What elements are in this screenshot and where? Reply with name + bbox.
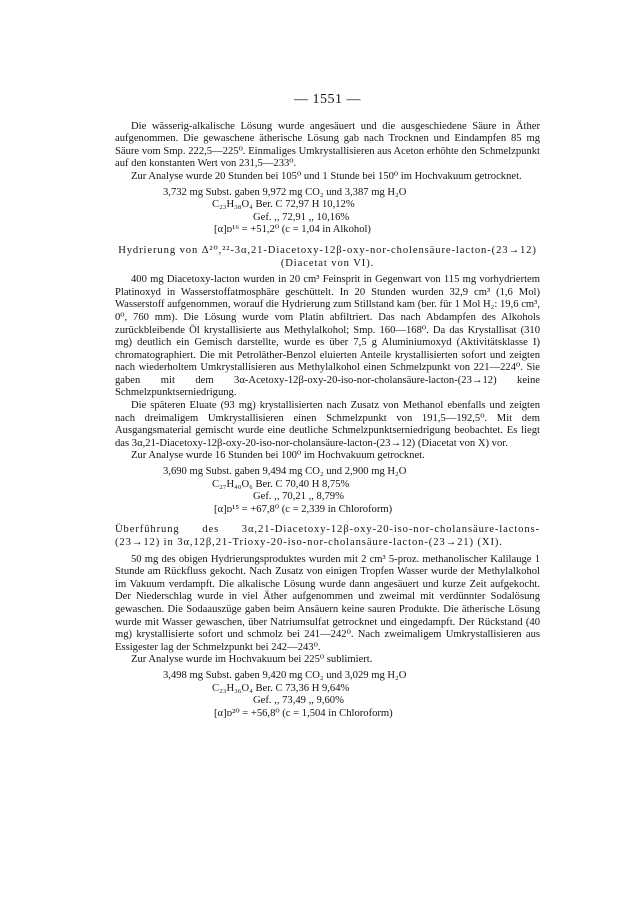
section-conversion — [115, 524, 540, 720]
paragraph: Zur Analyse wurde 16 Stunden bei 100⁰ im Hochvakuum getrocknet. — [131, 450, 425, 462]
elemental-analysis — [115, 187, 540, 237]
analysis-line-found: Gef. ,, 70,21 ,, 8,79% — [253, 491, 344, 503]
analysis-line-found: Gef. ,, 73,49 ,, 9,60% — [253, 695, 344, 707]
analysis-line-found: Gef. ,, 72,91 ,, 10,16% — [253, 211, 350, 223]
paragraph: Die späteren Eluate (93 mg) krystallisierten nach Zusatz von Methanol ebenfalls und zeigten nach dreimaligem Umkrystallisieren einen Schmelzpunkt von 191,5—192,5⁰. Mit dem Ausgangsmaterial gemischt wurde eine deutliche Schmelzpunktserniedrigung beobachtet. Es liegt das 3α,21-Diacetoxy-12β-oxy-20-iso-nor-cholansäure-lacton-(23→12) (Diacetat von X) vor. — [115, 400, 540, 449]
page-number: — 1551 — — [294, 92, 361, 107]
paragraph: 50 mg des obigen Hydrierungsproduktes wurden mit 2 cm³ 5-proz. methanolischer Kalilauge 1 Stunde am Rückfluss gekocht. Nach Zusatz von einigen Tropfen Wasser wurde der Methylalkohol im Vakuum verdampft. Die alkalische Lösung wurde dann angesäuert und kurze Zeit aufgekocht. Der Niederschlag wurde in viel Äther aufgenommen und zweimal mit verdünnter Sodalösung gewaschen. Die Sodaauszüge gaben beim Ansäuern keine sauren Produkte. Die ätherische Lösung wurde mit Wasser gewaschen, über Natriumsulfat getrocknet und eingedampft. Der Rückstand (40 mg) krystallisierte sofort und schmolz bei 241—242⁰. Nach zweimaligem Umkrystallisieren aus Essigester lag der Schmelzpunkt bei 242—243⁰. — [115, 553, 540, 653]
section-heading: Hydrierung von Δ²⁰,²²-3α,21-Diacetoxy-12β-oxy-nor-cholensäure-lacton-(23→12) (Diacetat von VI). — [118, 244, 537, 269]
analysis-line-calculated: C₂₃H₃₆O₄ Ber. C 73,36 H 9,64% — [212, 682, 350, 694]
paragraph: Zur Analyse wurde 20 Stunden bei 105⁰ und 1 Stunde bei 150⁰ im Hochvakuum getrocknet. — [131, 170, 522, 182]
analysis-line-calculated: C₂₃H₃₈O₄ Ber. C 72,97 H 10,12% — [212, 199, 355, 211]
analysis-line-calculated: C₂₇H₄₀O₆ Ber. C 70,40 H 8,75% — [212, 478, 350, 490]
analysis-line-sample: 3,732 mg Subst. gaben 9,972 mg CO₂ und 3,387 mg H₂O — [163, 186, 407, 198]
elemental-analysis — [115, 466, 540, 516]
analysis-line-rotation: [α]ᴅ²⁰ = +56,8⁰ (c = 1,504 in Chloroform) — [214, 707, 393, 719]
analysis-line-rotation: [α]ᴅ¹⁵ = +67,8⁰ (c = 2,339 in Chloroform) — [214, 503, 393, 515]
paragraph: Die wässerig-alkalische Lösung wurde angesäuert und die ausgeschiedene Säure in Äther aufgenommen. Die gewaschene ätherische Lösung gab nach Trocknen und Eindampfen 85 mg Säure vom Smp. 222,5—225⁰. Einmaliges Umkrystallisieren aus Aceton erhöhte den Schmelzpunkt auf den konstanten Wert von 231,5—233⁰. — [115, 120, 540, 170]
section-acid-workup — [115, 121, 540, 237]
paragraph: 400 mg Diacetoxy-lacton wurden in 20 cm³ Feinsprit in Gegenwart von 115 mg vorhydriertem Platinoxyd in Wasserstoffatmosphäre geschüttelt. In 20 Stunden wurden 32,9 cm³ (1,6 Mol) Wasserstoff aufgenommen, worauf die Hydrierung zum Stillstand kam (ber. für 1 Mol H₂: 19,6 cm³, 0⁰, 760 mm). Die Lösung wurde vom Platin abfiltriert. Das nach Abdampfen des Alkohols zurückbleibende Öl krystallisierte aus Methylalkohol; Smp. 160—168⁰. Da das Krystallisat (310 mg) deutlich ein Gemisch darstellte, wurde es über 7,5 g Aluminiumoxyd (Aktivitätsklasse I) chromatographiert. Die mit Petroläther-Benzol eluierten Anteile krystallisierten sofort und zeigten nach wiederholtem Umkrystallisieren aus Methylalkohol einen Schmelzpunkt von 221—224⁰. Sie gaben mit dem 3α-Acetoxy-12β-oxy-20-iso-nor-cholansäure-lacton-(23→12) keine Schmelzpunktserniedrigung. — [115, 274, 540, 399]
section-hydrogenation — [115, 245, 540, 516]
analysis-line-sample: 3,498 mg Subst. gaben 9,420 mg CO₂ und 3,029 mg H₂O — [163, 669, 407, 681]
analysis-line-rotation: [α]ᴅ¹⁶ = +51,2⁰ (c = 1,04 in Alkohol) — [214, 224, 371, 236]
elemental-analysis — [115, 670, 540, 720]
section-heading: Überführung des 3α,21-Diacetoxy-12β-oxy-20-iso-nor-cholansäure-lactons-(23→12) in 3α,12β,21-Trioxy-20-iso-nor-cholansäure-lacton-(23→21) (XI). — [115, 524, 540, 548]
paragraph: Zur Analyse wurde im Hochvakuum bei 225⁰ sublimiert. — [131, 654, 373, 666]
analysis-line-sample: 3,690 mg Subst. gaben 9,494 mg CO₂ und 2,900 mg H₂O — [163, 466, 407, 478]
